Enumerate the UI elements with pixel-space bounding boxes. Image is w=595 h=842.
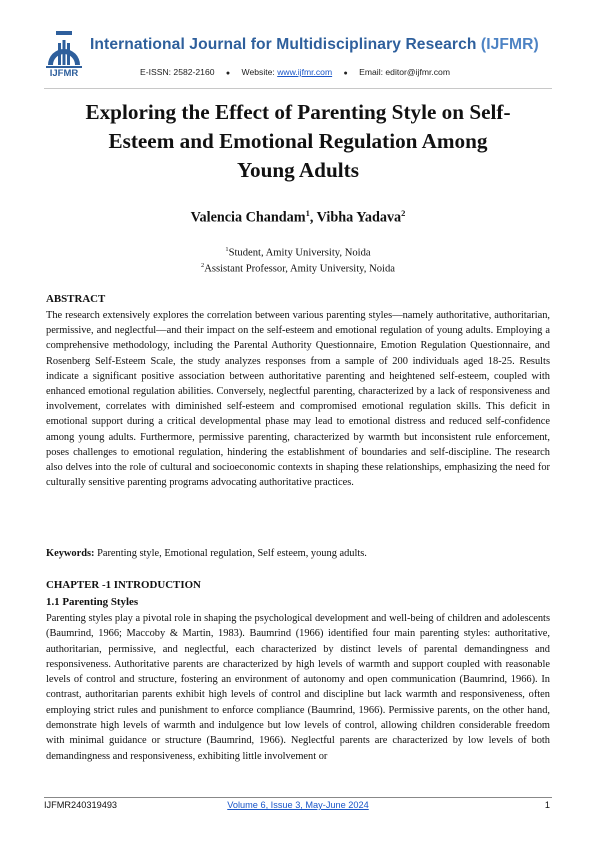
keywords-text: Parenting style, Emotional regulation, Self esteem, young adults. bbox=[94, 548, 367, 559]
affiliation bbox=[48, 246, 548, 259]
eissn: E-ISSN: 2582-2160 bbox=[140, 67, 215, 77]
bullet-separator: ● bbox=[225, 70, 231, 77]
journal-title bbox=[90, 36, 570, 54]
author-affiliation-mark: 2 bbox=[401, 208, 406, 218]
journal-contact-line bbox=[140, 67, 560, 77]
journal-name: International Journal for Multidisciplinary Research bbox=[90, 36, 477, 53]
keywords-label: Keywords: bbox=[46, 548, 95, 559]
paper-id: IJFMR240319493 bbox=[44, 800, 118, 810]
affiliation-text: Assistant Professor, Amity University, Noida bbox=[204, 263, 395, 275]
affiliation-mark: 1 bbox=[225, 246, 229, 253]
affiliation bbox=[48, 262, 548, 275]
author-affiliation-mark: 1 bbox=[305, 208, 310, 218]
journal-logo bbox=[44, 29, 84, 85]
page-footer bbox=[44, 800, 552, 814]
journal-abbreviation: (IJFMR) bbox=[480, 36, 539, 53]
page-number: 1 bbox=[544, 800, 550, 810]
author-name: Valencia Chandam bbox=[190, 209, 306, 226]
title-line: Young Adults bbox=[237, 158, 359, 182]
title-line: Exploring the Effect of Parenting Style on Self- bbox=[85, 100, 511, 124]
email: Email: editor@ijfmr.com bbox=[359, 67, 450, 77]
header-divider bbox=[44, 88, 552, 89]
author-list bbox=[48, 208, 548, 227]
bullet-separator: ● bbox=[343, 70, 348, 77]
affiliation-text: Student, Amity University, Noida bbox=[228, 247, 371, 259]
website-link[interactable]: www.ijfmr.com bbox=[277, 67, 333, 77]
abstract-heading: ABSTRACT bbox=[46, 293, 106, 305]
paper-title bbox=[48, 98, 548, 185]
logo-text: IJFMR bbox=[49, 68, 79, 79]
footer-divider bbox=[44, 797, 552, 798]
website-label: Website: bbox=[241, 67, 275, 77]
author-separator: , bbox=[309, 209, 317, 226]
abstract-text: The research extensively explores the correlation between various parenting styles—namely authoritative, authoritarian, permissive, and neglectful—and their impact on the self-esteem and emotional regulation of young adults. Employing a comprehensive methodology, including the Parental Authority Questionnaire, Emotion Regulation Questionnaire, and Rosenberg Self-Esteem Scale, the study analyzes responses from a sample of 200 individuals aged 18-25. Results indicate a significant positive association between authoritative parenting and heightened self-esteem, coupled with enhanced emotional regulation abilities. Conversely, neglectful parenting, characterized by a lack of responsiveness and involvement, correlates with diminished self-esteem and compromised emotional regulation skills. This deficit in emotional support during a critical developmental phase may lead to emotional distress and reduced self-confidence among young adults. Furthermore, permissive parenting, characterized by warmth but inconsistent rule enforcement, poses challenges to emotional regulation, hindering the establishment of boundaries and self-discipline. The research also delves into the role of cultural and socioeconomic contexts in shaping these relationships, emphasizing the need for culturally sensitive parenting programs advocating authoritative practices. bbox=[46, 310, 550, 489]
chapter-heading: CHAPTER -1 INTRODUCTION bbox=[46, 579, 201, 591]
keywords bbox=[46, 548, 550, 559]
introduction-text: Parenting styles play a pivotal role in shaping the psychological development and well-being of children and adolescents (Baumrind, 1966; Maccoby & Martin, 1983). Baumrind (1966) identified four main parenting styles: authoritative, authoritarian, permissive, and neglectful, each characterized by distinct levels of parental demandingness and responsiveness. Authoritative parents are characterized by high levels of warmth and support coupled with reasonable levels of control and structure, fostering an environment of autonomy and open communication (Baumrind, 1966). In contrast, authoritarian parents exhibit high levels of control and discipline but lack warmth and responsiveness, often employing strict rules and punishment to enforce compliance (Baumrind, 1966). Permissive parents, on the other hand, demonstrate high levels of warmth and indulgence but low levels of control, allowing children considerable freedom with minimal guidance or structure (Baumrind, 1966). Neglectful parents are characterized by low levels of both demandingness and responsiveness, exhibiting little involvement or bbox=[46, 613, 550, 762]
journal-header bbox=[44, 29, 564, 85]
title-line: Esteem and Emotional Regulation Among bbox=[108, 129, 488, 153]
author-name: Vibha Yadava bbox=[316, 209, 402, 226]
affiliation-mark: 2 bbox=[201, 262, 205, 269]
section-heading: 1.1 Parenting Styles bbox=[46, 596, 139, 608]
volume-link[interactable]: Volume 6, Issue 3, May-June 2024 bbox=[227, 800, 369, 810]
